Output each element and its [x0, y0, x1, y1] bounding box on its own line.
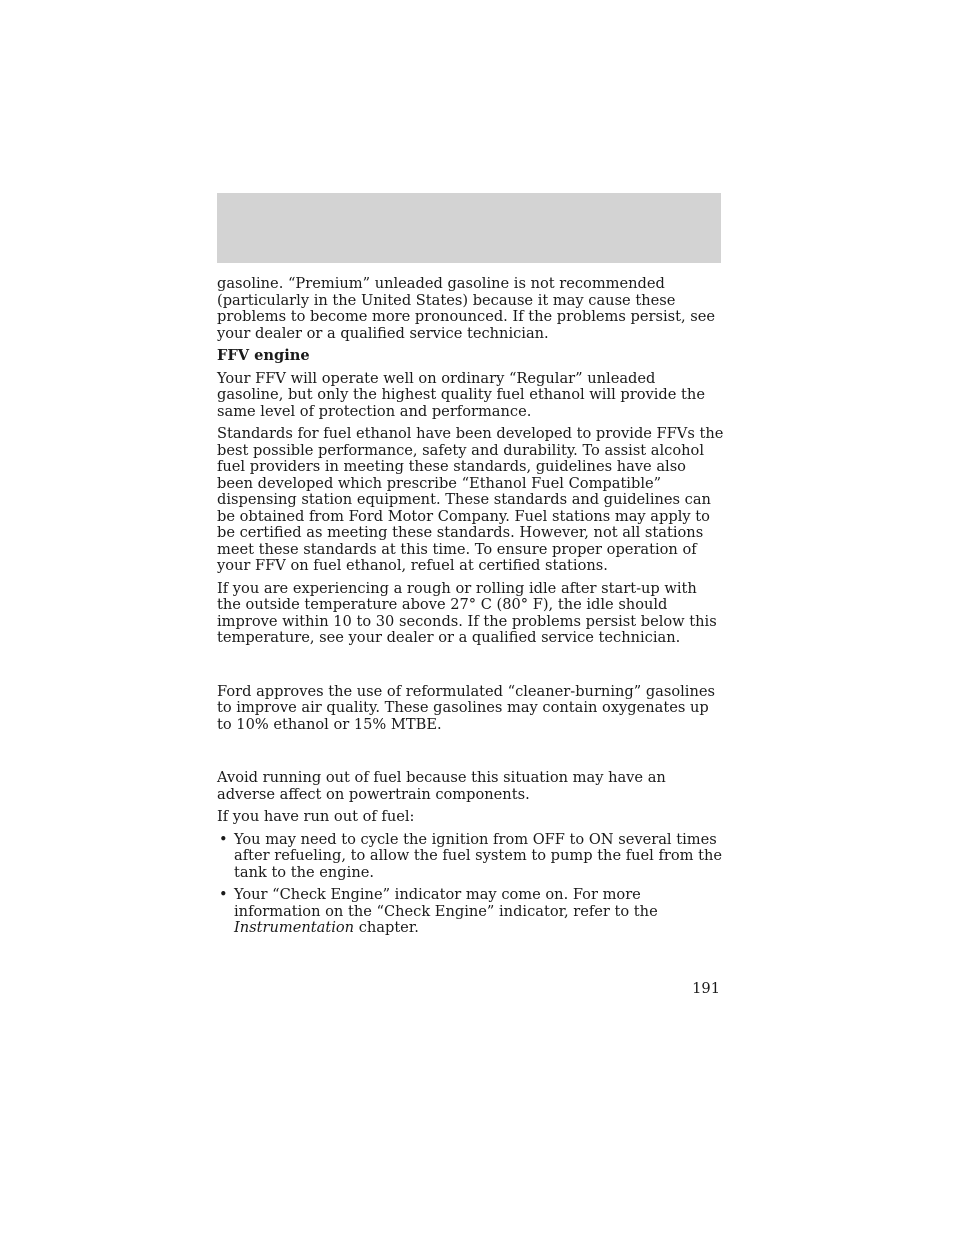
heading-ffv-engine: FFV engine	[217, 347, 310, 364]
paragraph-ffv-operation: Your FFV will operate well on ordinary “Regular” unleaded gasoline, but only the highest quality fuel ethanol will provide the same level of protection and performance.	[217, 369, 705, 420]
chapter-reference-instrumentation: Instrumentation	[234, 919, 355, 936]
paragraph-ethanol-standards: Standards for fuel ethanol have been developed to provide FFVs the best possible performance, safety and durability. To assist alcohol fuel providers in meeting these standards, guidelines have also been developed which prescribe “Ethanol Fuel Compatible” dispensing station equipment. These standards and guidelines can be obtained from Ford Motor Company. Fuel stations may apply to be certified as meeting these standards. However, not all stations meet these standards at this time. To ensure proper operation of your FFV on fuel ethanol, refuel at certified stations.	[217, 425, 724, 574]
page-number: 191	[692, 980, 720, 997]
bullet-text-check-engine: Your “Check Engine” indicator may come on. For more information on the “Check Engine” indicator, refer to the	[234, 886, 658, 920]
bullet-text-chapter: chapter.	[354, 919, 419, 936]
list-item	[217, 887, 725, 937]
header-band	[217, 193, 721, 263]
page-content	[217, 276, 725, 937]
paragraph-continued-gasoline: gasoline. “Premium” unleaded gasoline is not recommended (particularly in the United States) because it may cause these problems to become more pronounced. If the problems persist, see your dealer or a qualified service technician.	[217, 275, 716, 342]
list-item	[217, 832, 725, 882]
paragraph-reformulated-gasoline: Ford approves the use of reformulated “cleaner-burning” gasolines to improve air quality. These gasolines may contain oxygenates up to 10% ethanol or 15% MTBE.	[217, 682, 716, 733]
bullet-marker: •	[219, 886, 228, 903]
bullet-list	[217, 832, 725, 937]
bullet-marker: •	[219, 830, 228, 848]
paragraph-running-out-of-fuel: Avoid running out of fuel because this situation may have an adverse affect on powertrain components.	[217, 769, 666, 803]
bullet-text-cycle-ignition: You may need to cycle the ignition from OFF to ON several times after refueling, to allow the fuel system to pump the fuel from the tank to the engine.	[234, 830, 723, 881]
paragraph-rough-idle: If you are experiencing a rough or rolling idle after start-up with the outside temperature above 27° C (80° F), the idle should improve within 10 to 30 seconds. If the problems persist below this temperature, see your dealer or a qualified service technician.	[217, 579, 717, 646]
paragraph-if-run-out: If you have run out of fuel:	[217, 808, 415, 825]
